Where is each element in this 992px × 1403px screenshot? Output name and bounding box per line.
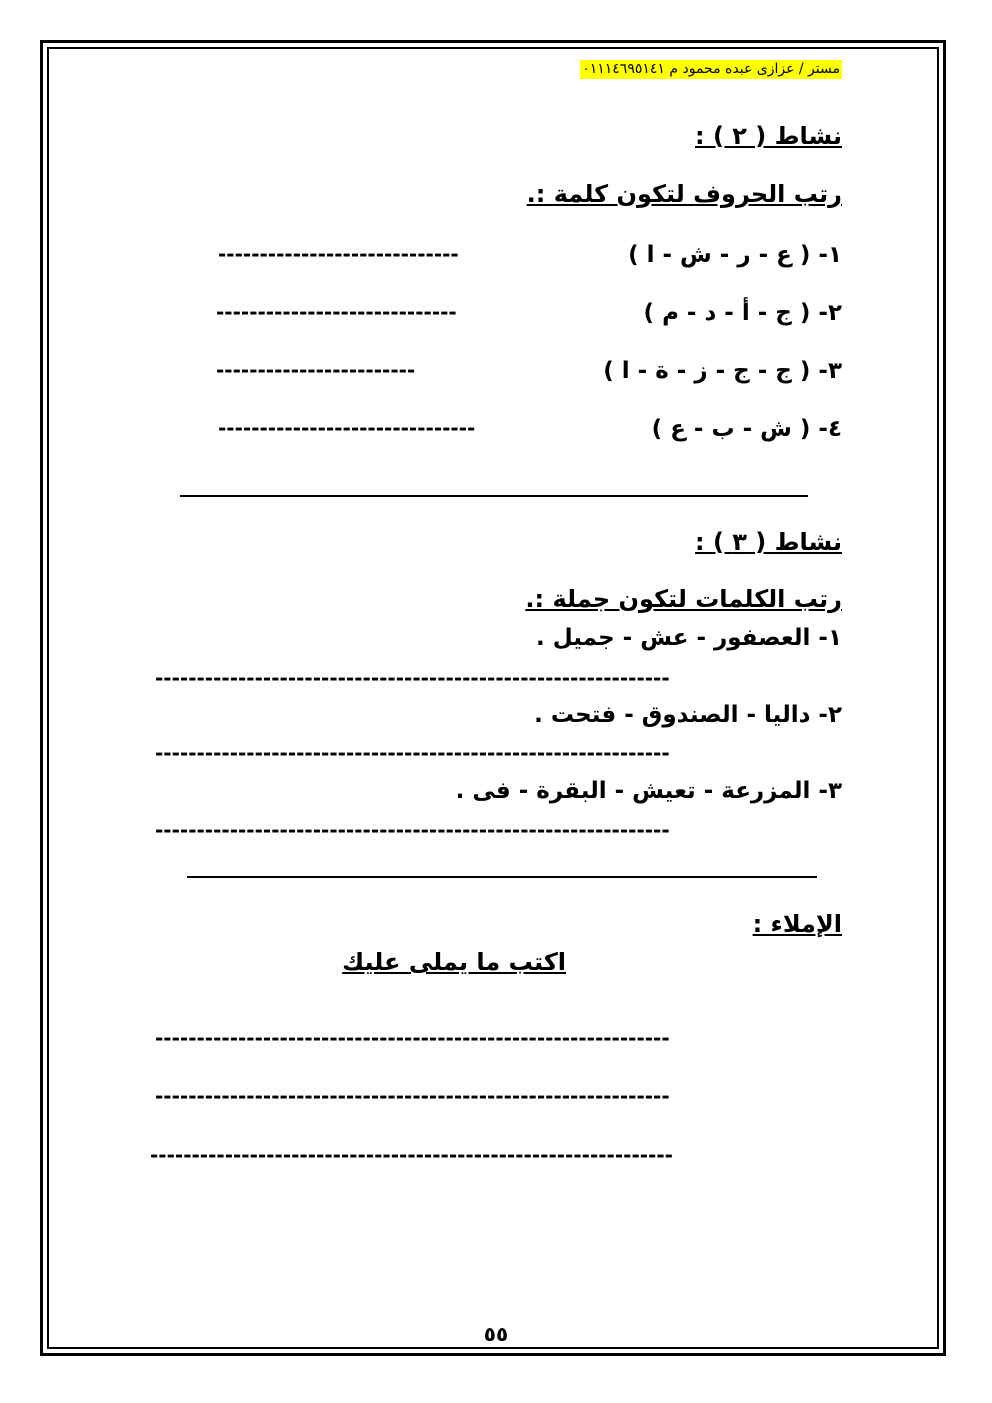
answer-line-3: ------------------------ — [216, 358, 416, 382]
activity3-title: نشاط ( ٣ ) : — [695, 528, 842, 556]
answer-line-6: -------------------------------------------------------------- — [155, 741, 670, 765]
dictation-instruction: اكتب ما يملى عليك — [342, 948, 566, 976]
answer-line-1: ----------------------------- — [218, 242, 459, 266]
activity2-instruction: رتب الحروف لتكون كلمة :. — [526, 180, 842, 208]
dictation-line-1: -------------------------------------------------------------- — [155, 1026, 670, 1050]
activity2-item-3: ٣- ( ج - ج - ز - ة - ا ) — [603, 358, 842, 384]
activity3-item-2: ٢- داليا - الصندوق - فتحت . — [534, 702, 842, 728]
section-divider — [180, 495, 808, 497]
page-number: ٥٥ — [483, 1322, 509, 1346]
author-line: مستر / عزازى عبده محمود م ٠١١١٤٦٩٥١٤١ — [582, 61, 840, 77]
activity2-item-1: ١- ( ع - ر - ش - ا ) — [628, 242, 842, 268]
activity2-title: نشاط ( ٢ ) : — [695, 122, 842, 150]
section-divider — [187, 876, 817, 878]
activity3-item-1: ١- العصفور - عش - جميل . — [536, 625, 842, 651]
answer-line-5: -------------------------------------------------------------- — [155, 666, 670, 690]
dictation-line-3: --------------------------------------------------------------- — [150, 1143, 673, 1167]
answer-line-2: ----------------------------- — [216, 300, 457, 324]
dictation-title: الإملاء : — [752, 910, 842, 938]
answer-line-7: -------------------------------------------------------------- — [155, 818, 670, 842]
activity3-item-3: ٣- المزرعة - تعيش - البقرة - فى . — [455, 778, 842, 804]
activity2-item-2: ٢- ( ج - أ - د - م ) — [643, 300, 842, 326]
activity3-instruction: رتب الكلمات لتكون جملة :. — [525, 585, 842, 613]
dictation-line-2: -------------------------------------------------------------- — [155, 1084, 670, 1108]
activity2-item-4: ٤- ( ش - ب - ع ) — [651, 416, 842, 442]
answer-line-4: ------------------------------- — [218, 416, 476, 440]
